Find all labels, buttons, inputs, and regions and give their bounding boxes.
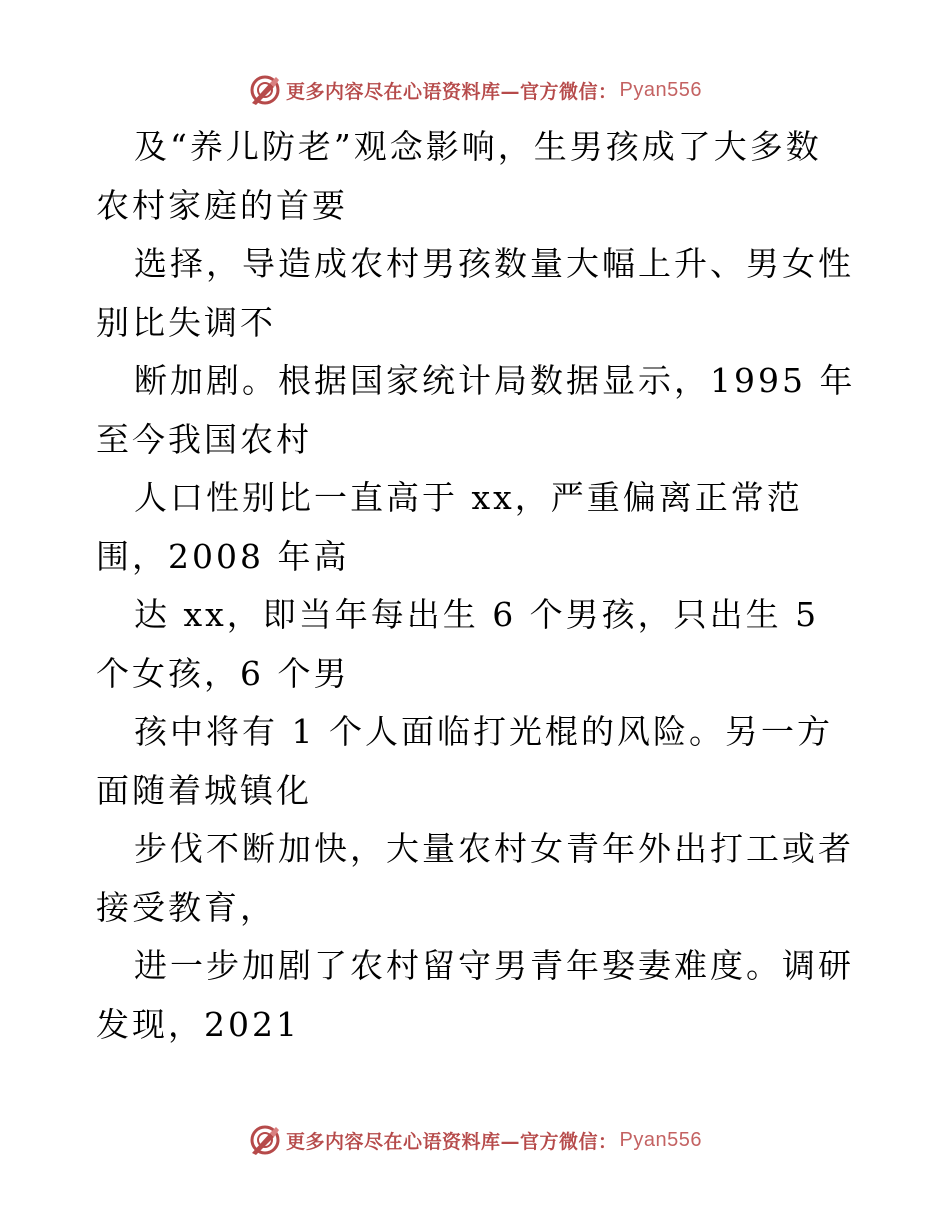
paragraph-line: 选择，导造成农村男孩数量大幅上升、男女性别 <box>96 244 854 342</box>
paragraph-line: 孩中将有 1 个人面临打光棍的风险。另一方面 <box>96 712 833 810</box>
paragraph-line: 村家庭的首要 <box>132 185 348 225</box>
paragraph-line: 随着城镇化 <box>132 770 312 810</box>
paragraph <box>96 469 856 586</box>
paragraph <box>96 937 856 1054</box>
paragraph <box>96 586 856 703</box>
paragraph <box>96 118 856 235</box>
watermark-text: 更多内容尽在心语资料库—官方微信： <box>286 80 618 103</box>
paragraph <box>96 703 856 820</box>
paragraph-line: 今我国农村 <box>132 419 312 459</box>
paragraph-line: 步伐不断加快，大量农村女青年外出打工或者接 <box>96 829 854 927</box>
paragraph-line: 人口性别比一直高于 xx，严重偏离正常范围， <box>96 478 803 576</box>
paragraph <box>96 820 856 937</box>
footer-watermark <box>0 1120 950 1160</box>
paragraph-line: 及“养儿防老”观念影响，生男孩成了大多数农 <box>96 127 822 225</box>
paragraph-line: 2008 年高 <box>168 536 350 576</box>
paragraph-line: 比失调不 <box>132 302 276 342</box>
watermark-text: 更多内容尽在心语资料库—官方微信： <box>286 1130 618 1153</box>
watermark-wechat-id: Pyan556 <box>619 1128 702 1151</box>
pen-logo-icon <box>248 73 282 107</box>
paragraph-line: 断加剧。根据国家统计局数据显示，1995 年至 <box>96 361 856 459</box>
watermark-wechat-id: Pyan556 <box>619 78 702 101</box>
pen-logo-icon <box>248 1123 282 1157</box>
paragraph-line: 进一步加剧了农村留守男青年娶妻难度。调研发 <box>96 946 854 1044</box>
paragraph <box>96 235 856 352</box>
header-watermark <box>0 70 950 110</box>
paragraph-line: 达 xx，即当年每出生 6 个男孩，只出生 5 个女 <box>96 595 820 693</box>
paragraph-line: 受教育， <box>132 887 276 927</box>
document-body <box>96 118 856 1054</box>
paragraph <box>96 352 856 469</box>
paragraph-line: 现，2021 <box>132 1004 300 1044</box>
paragraph-line: 孩，6 个男 <box>168 653 350 693</box>
